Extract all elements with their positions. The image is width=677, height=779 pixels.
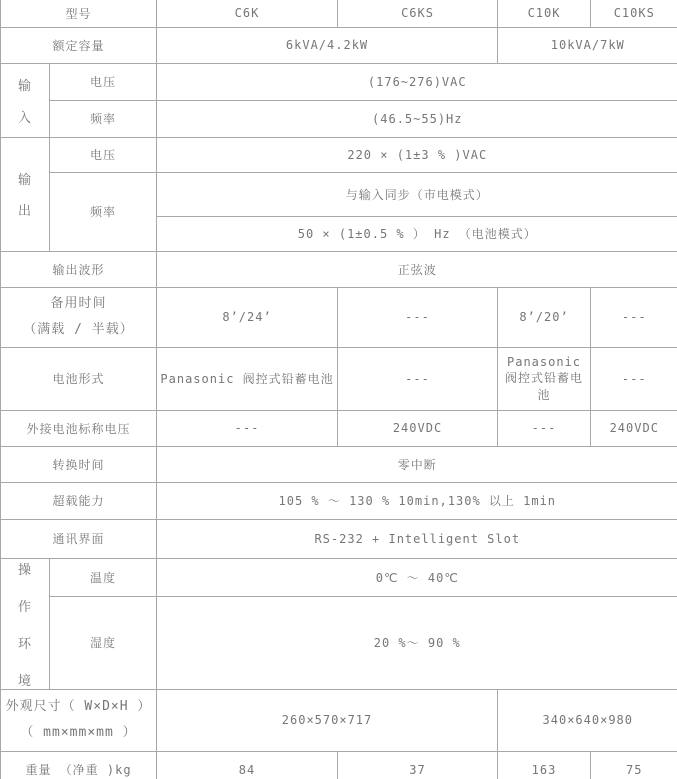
input-frequency-value: (46.5~55)Hz xyxy=(157,100,677,137)
output-voltage-label: 电压 xyxy=(50,137,157,172)
output-group-label xyxy=(4,169,46,219)
waveform-value: 正弦波 xyxy=(157,251,677,287)
humidity-value: 20 %～ 90 % xyxy=(157,597,677,689)
output-frequency-battery: 50 × (1±0.5 % ） Hz （电池模式） xyxy=(157,216,677,251)
row-backup-time xyxy=(1,287,677,347)
dimensions-label-lines xyxy=(4,694,153,746)
row-communication xyxy=(1,519,677,558)
input-group-cell xyxy=(1,63,50,137)
row-weight xyxy=(1,751,677,779)
transfer-time-label: 转换时间 xyxy=(1,446,157,482)
battery-type-c6ks: --- xyxy=(338,347,498,410)
output-voltage-value: 220 × (1±3 % )VAC xyxy=(157,137,677,172)
input-frequency-label: 频率 xyxy=(50,100,157,137)
row-input-frequency xyxy=(1,100,677,137)
environment-group-label xyxy=(4,559,46,689)
weight-c6ks: 37 xyxy=(338,751,498,779)
input-group-char2: 入 xyxy=(17,110,32,126)
dimensions-6k: 260×570×717 xyxy=(157,689,498,751)
input-group-char1: 输 xyxy=(17,78,32,94)
communication-value: RS-232 + Intelligent Slot xyxy=(157,519,677,558)
model-row-label: 型号 xyxy=(1,0,157,27)
capacity-6k: 6kVA/4.2kW xyxy=(157,27,498,63)
backup-time-c6k: 8’/24’ xyxy=(157,287,338,347)
environment-group-char4: 境 xyxy=(17,673,32,689)
row-humidity xyxy=(1,597,677,689)
output-group-char2: 出 xyxy=(17,204,32,219)
backup-time-c10ks: --- xyxy=(591,287,677,347)
output-frequency-mains: 与输入同步（市电模式） xyxy=(157,172,677,216)
row-capacity xyxy=(1,27,677,63)
environment-group-char2: 作 xyxy=(17,599,32,615)
capacity-10k: 10kVA/7kW xyxy=(498,27,677,63)
backup-time-label-line2: （满载 / 半载） xyxy=(23,322,134,337)
backup-time-label-lines xyxy=(4,291,153,343)
dimensions-label-line1: 外观尺寸（ W×D×H ） xyxy=(5,699,152,714)
dimensions-10k: 340×640×980 xyxy=(498,689,677,751)
row-transfer-time xyxy=(1,446,677,482)
weight-c10ks: 75 xyxy=(591,751,677,779)
backup-time-label-line1: 备用时间 xyxy=(50,296,107,311)
ext-battery-voltage-c6ks: 240VDC xyxy=(338,410,498,446)
row-model xyxy=(1,0,677,27)
communication-label: 通讯界面 xyxy=(1,519,157,558)
temperature-value: 0℃ ～ 40℃ xyxy=(157,558,677,597)
backup-time-c6ks: --- xyxy=(338,287,498,347)
environment-group-char1: 操 xyxy=(17,562,32,578)
backup-time-c10k: 8’/20’ xyxy=(498,287,591,347)
waveform-label: 输出波形 xyxy=(1,251,157,287)
weight-c10k: 163 xyxy=(498,751,591,779)
row-temperature xyxy=(1,558,677,597)
ext-battery-voltage-c10ks: 240VDC xyxy=(591,410,677,446)
row-output-voltage xyxy=(1,137,677,172)
row-ext-battery-voltage xyxy=(1,410,677,446)
weight-label: 重量 （净重 )kg xyxy=(1,751,157,779)
input-voltage-label: 电压 xyxy=(50,63,157,100)
overload-value: 105 % ～ 130 % 10min,130% 以上 1min xyxy=(157,482,677,519)
overload-label: 超载能力 xyxy=(1,482,157,519)
input-voltage-value: (176~276)VAC xyxy=(157,63,677,100)
temperature-label: 温度 xyxy=(50,558,157,597)
dimensions-label-line2: （ mm×mm×mm ） xyxy=(20,725,137,740)
backup-time-label xyxy=(1,287,157,347)
transfer-time-value: 零中断 xyxy=(157,446,677,482)
output-frequency-label: 频率 xyxy=(50,172,157,251)
model-c10k: C10K xyxy=(498,0,591,27)
output-group-char1: 输 xyxy=(17,173,32,188)
battery-type-c6k: Panasonic 阀控式铅蓄电池 xyxy=(157,347,338,410)
model-c10ks: C10KS xyxy=(591,0,677,27)
battery-type-c10k: Panasonic 阀控式铅蓄电池 xyxy=(498,347,591,410)
row-dimensions xyxy=(1,689,677,751)
ext-battery-voltage-c6k: --- xyxy=(157,410,338,446)
row-input-voltage xyxy=(1,63,677,100)
battery-type-c10ks: --- xyxy=(591,347,677,410)
ext-battery-voltage-label: 外接电池标称电压 xyxy=(1,410,157,446)
output-group-cell xyxy=(1,137,50,251)
row-output-frequency-mains xyxy=(1,172,677,216)
environment-group-cell xyxy=(1,558,50,689)
battery-type-label: 电池形式 xyxy=(1,347,157,410)
ext-battery-voltage-c10k: --- xyxy=(498,410,591,446)
humidity-label: 湿度 xyxy=(50,597,157,689)
model-c6ks: C6KS xyxy=(338,0,498,27)
environment-group-char3: 环 xyxy=(17,636,32,652)
row-battery-type xyxy=(1,347,677,410)
input-group-label xyxy=(4,75,46,126)
row-overload xyxy=(1,482,677,519)
dimensions-label xyxy=(1,689,157,751)
weight-c6k: 84 xyxy=(157,751,338,779)
capacity-label: 额定容量 xyxy=(1,27,157,63)
row-waveform xyxy=(1,251,677,287)
model-c6k: C6K xyxy=(157,0,338,27)
